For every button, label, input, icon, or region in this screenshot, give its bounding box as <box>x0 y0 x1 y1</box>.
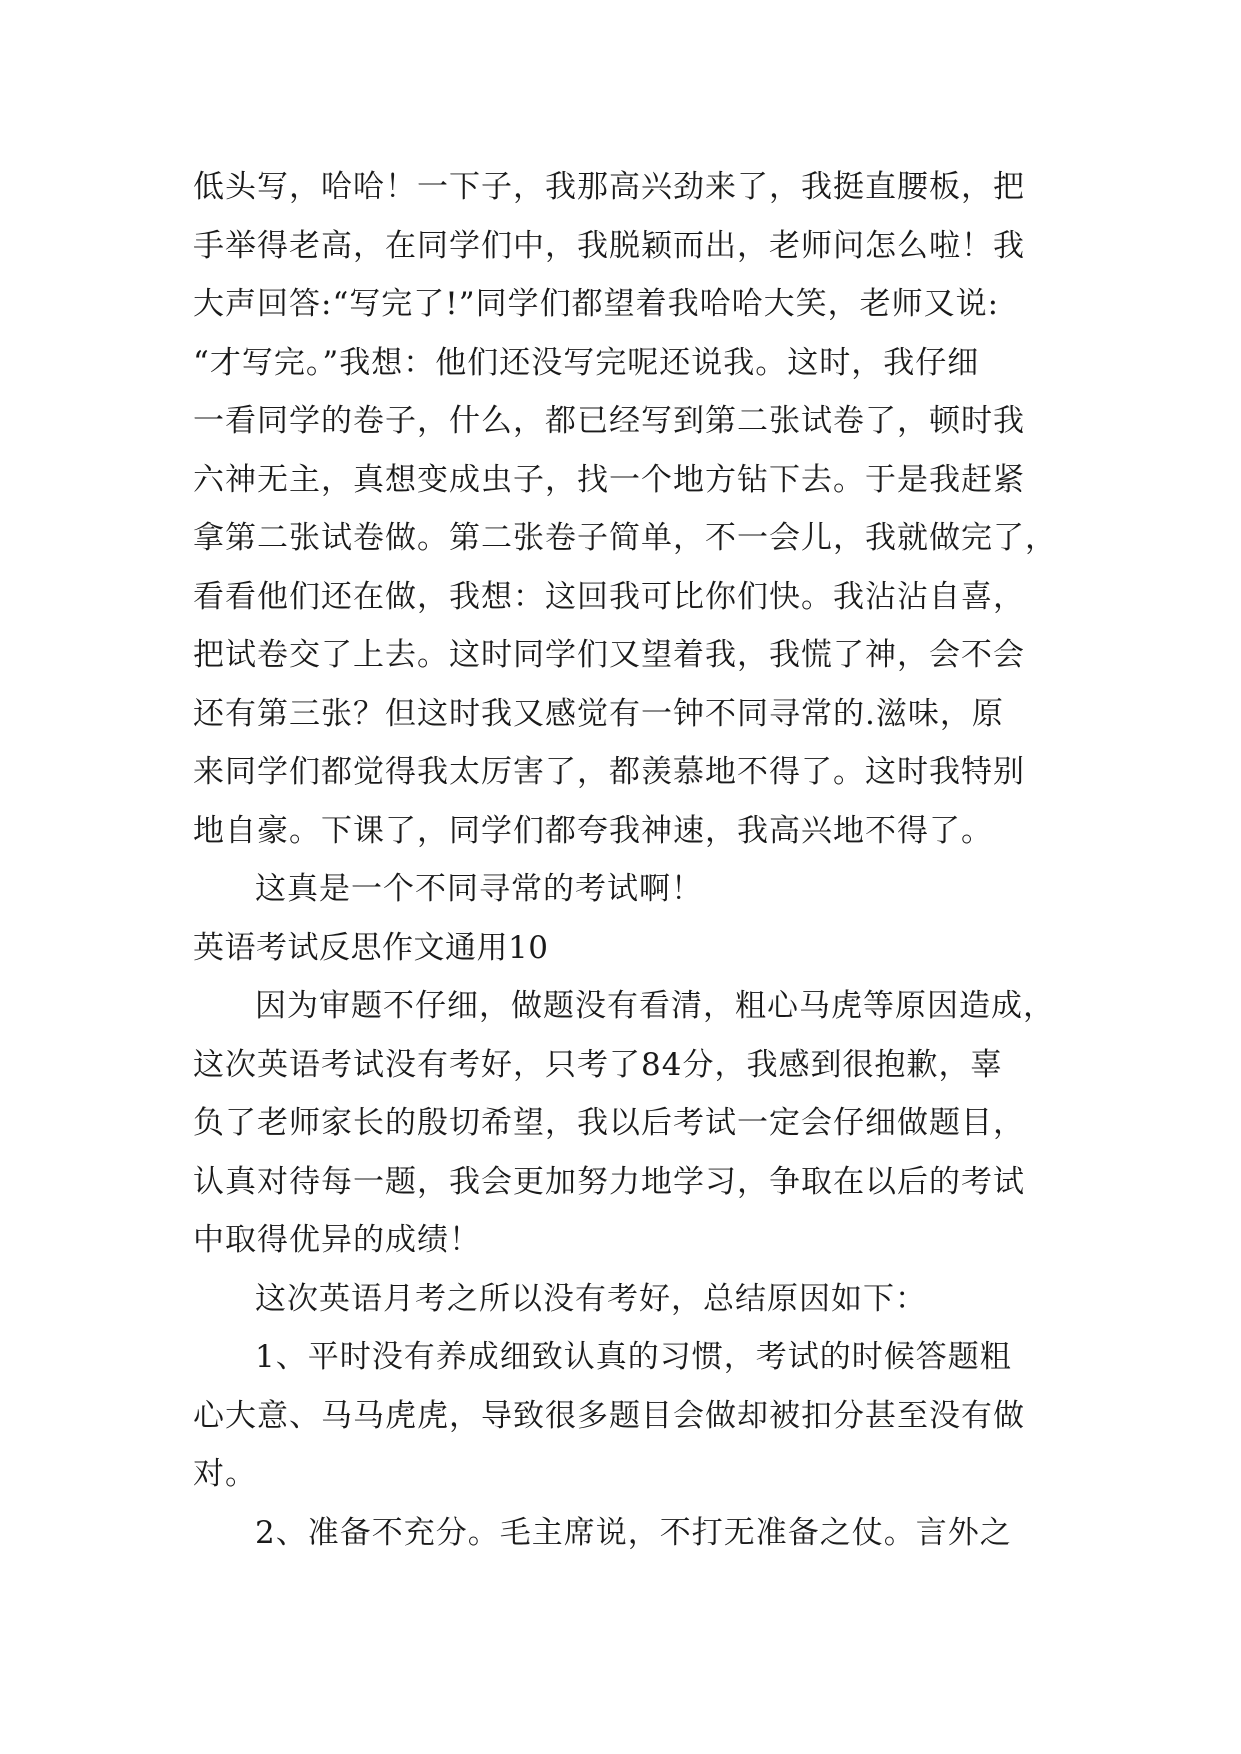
text-line: 地自豪。下课了，同学们都夸我神速，我高兴地不得了。 <box>193 812 993 849</box>
text-line: 六神无主，真想变成虫子，找一个地方钻下去。于是我赶紧 <box>193 461 1025 498</box>
text-line: 中取得优异的成绩！ <box>193 1222 481 1258</box>
text-line: 来同学们都觉得我太厉害了，都羡慕地不得了。这时我特别 <box>193 754 1025 790</box>
text-line: 负了老师家长的殷切希望，我以后考试一定会仔细做题目， <box>193 1105 1025 1141</box>
text-line: 手举得老高，在同学们中，我脱颖而出，老师问怎么啦！我 <box>193 227 1025 264</box>
text-line: 一看同学的卷子，什么，都已经写到第二张试卷了，顿时我 <box>193 403 1025 439</box>
paragraph-conclusion: 这真是一个不同寻常的考试啊！ <box>255 871 703 907</box>
text-line: 拿第二张试卷做。第二张卷子简单，不一会儿，我就做完了， <box>193 520 1057 556</box>
paragraph-reflection-intro <box>193 977 1053 1270</box>
text-line: 低头写，哈哈！一下子，我那高兴劲来了，我挺直腰板，把 <box>193 169 1025 205</box>
text-line: 心大意、马马虎虎，导致很多题目会做却被扣分甚至没有做 <box>193 1397 1025 1434</box>
text-line: 把试卷交了上去。这时同学们又望着我，我慌了神，会不会 <box>193 637 1025 673</box>
text-line: 看看他们还在做，我想：这回我可比你们快。我沾沾自喜， <box>193 578 1025 615</box>
text-line: 1、平时没有养成细致认真的习惯，考试的时候答题粗 <box>255 1339 1012 1375</box>
text-line: 还有第三张？但这时我又感觉有一钟不同寻常的.滋味，原 <box>193 695 1004 732</box>
paragraph-summary-intro: 这次英语月考之所以没有考好，总结原因如下： <box>255 1280 927 1317</box>
text-line: 这次英语考试没有考好，只考了84分，我感到很抱歉，辜 <box>193 1046 1003 1083</box>
text-line: 对。 <box>193 1456 257 1492</box>
paragraph-reason-1 <box>193 1328 1053 1504</box>
text-line: 因为审题不仔细，做题没有看清，粗心马虎等原因造成， <box>255 988 1055 1024</box>
section-heading: 英语考试反思作文通用10 <box>193 929 549 966</box>
paragraph-story-ending <box>193 158 1057 860</box>
paragraph-reason-2: 2、准备不充分。毛主席说，不打无准备之仗。言外之 <box>255 1514 1012 1551</box>
text-line: “才写完。”我想：他们还没写完呢还说我。这时，我仔细 <box>193 344 980 381</box>
document-body <box>193 158 1057 1562</box>
text-line: 大声回答:“写完了!”同学们都望着我哈哈大笑，老师又说: <box>193 286 1000 322</box>
text-line: 认真对待每一题，我会更加努力地学习，争取在以后的考试 <box>193 1163 1025 1200</box>
